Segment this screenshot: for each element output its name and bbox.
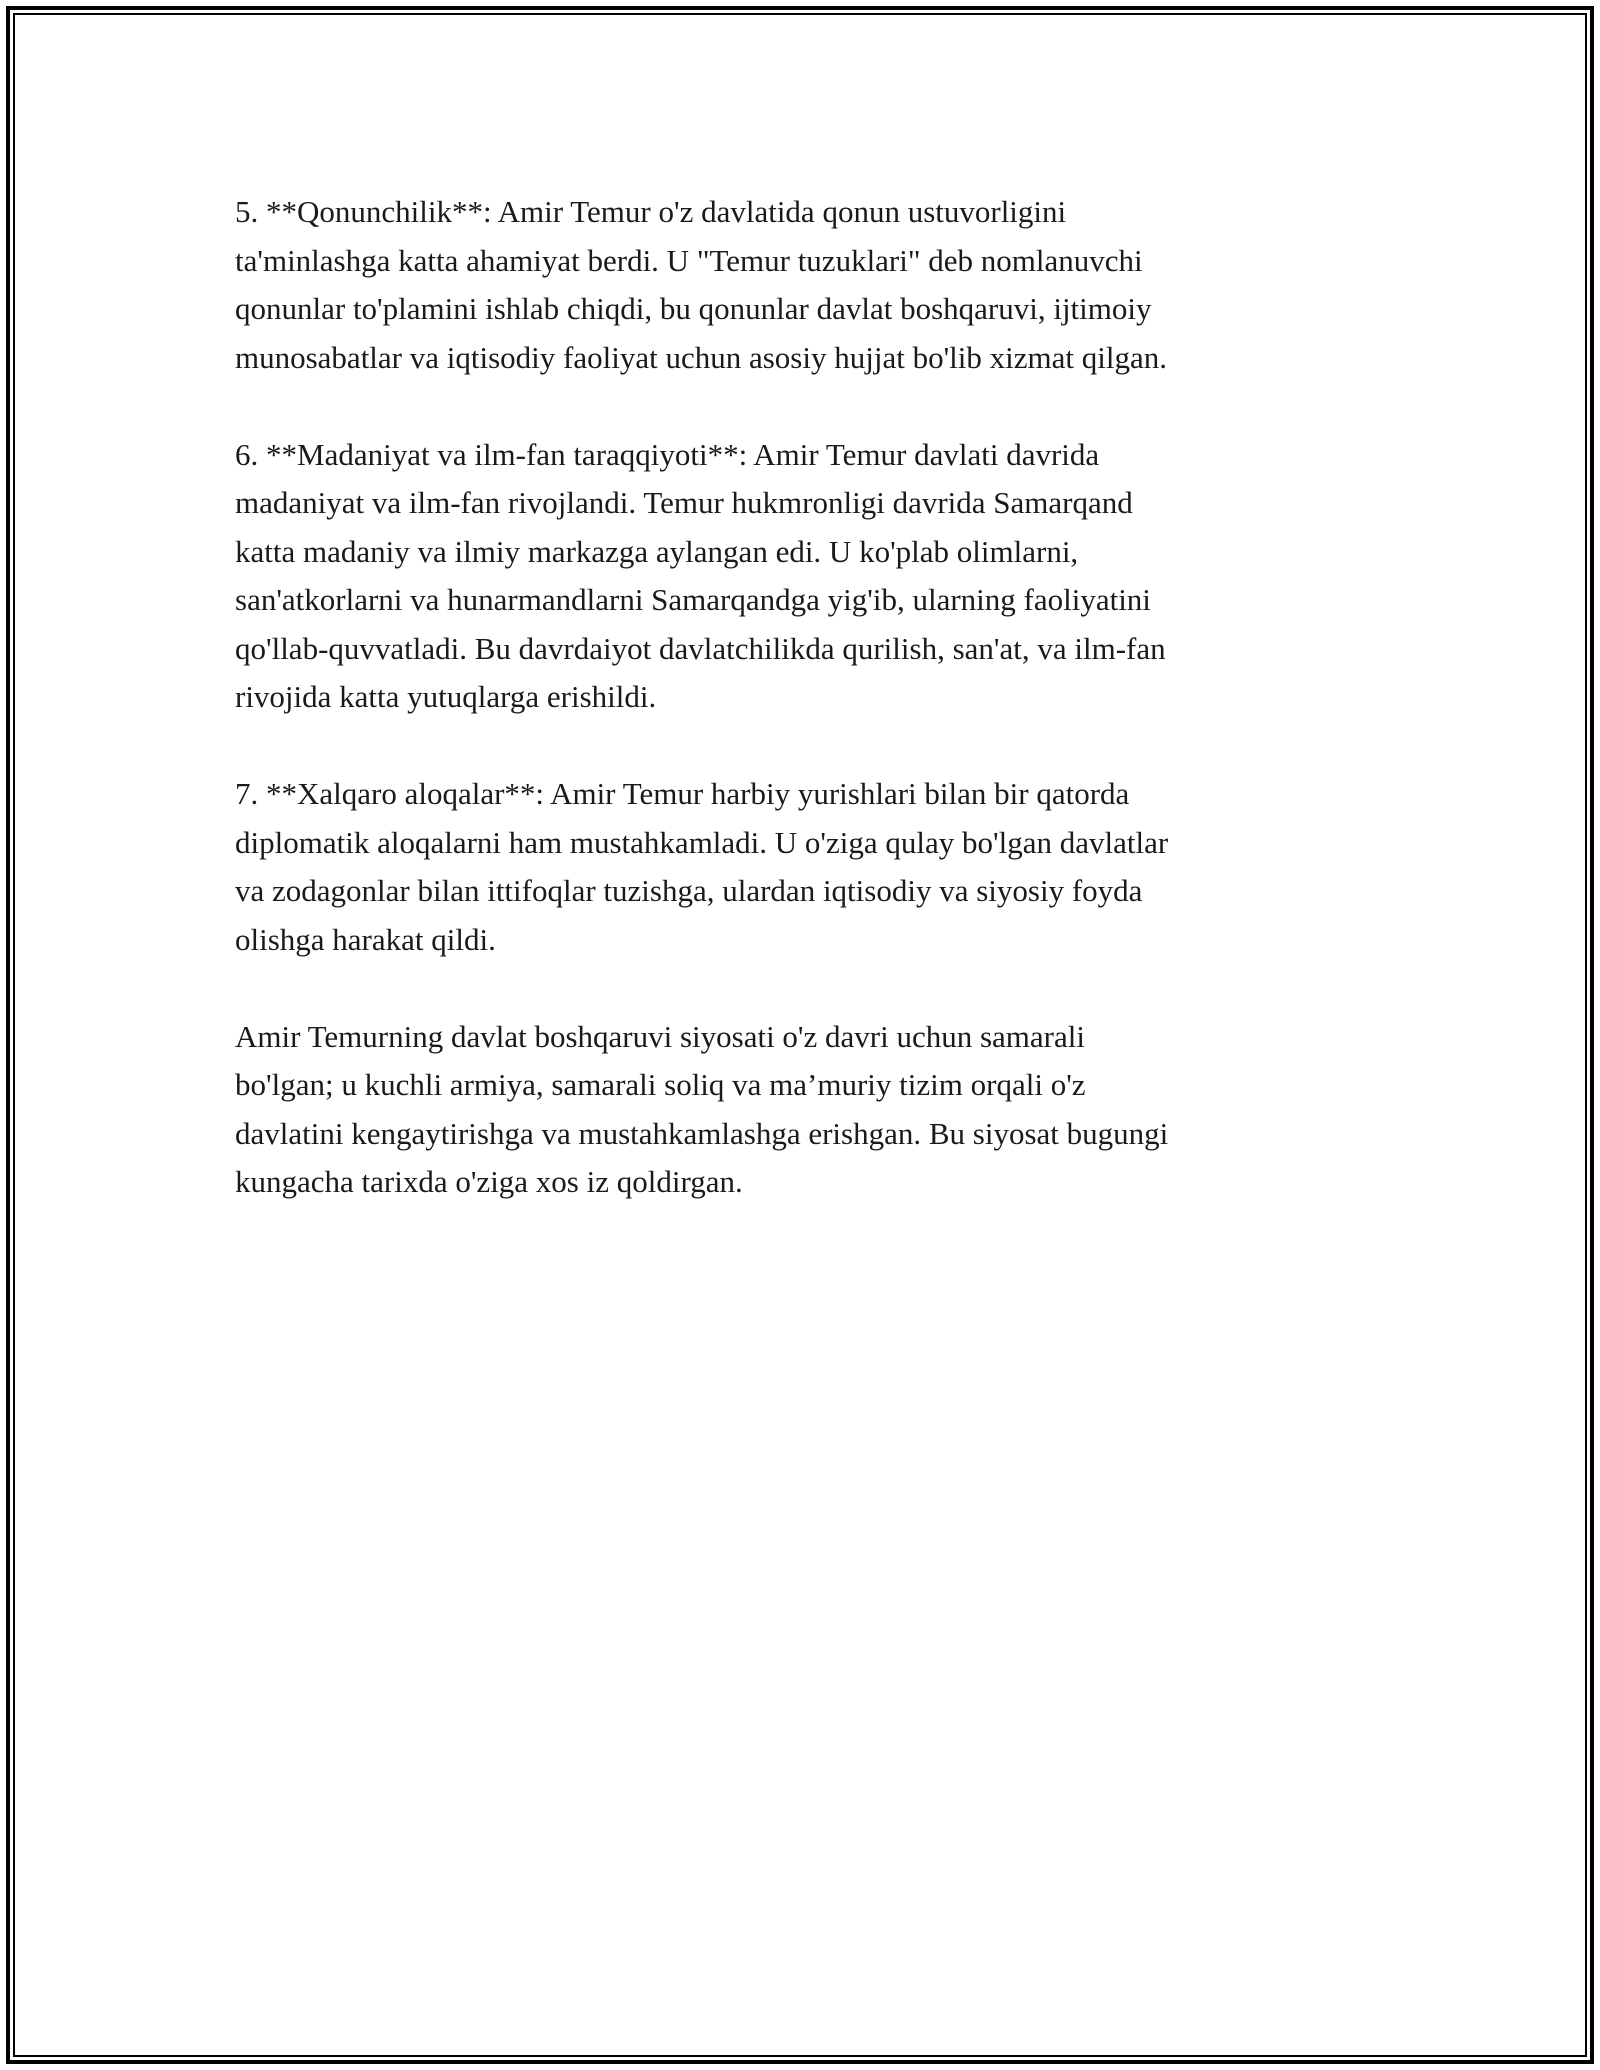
paragraph-conclusion: Amir Temurning davlat boshqaruvi siyosati o'z davri uchun samarali bo'lgan; u kuchli armiya, samarali soliq va ma’muriy tizim orqali o'z davlatini kengaytirishga va mustahkamlashga erishgan. Bu siyosat bugungi kungacha tarixda o'ziga xos iz qoldirgan. (235, 1018, 1169, 1199)
document-body (235, 188, 1365, 1207)
paragraph-qonunchilik: 5. **Qonunchilik**: Amir Temur o'z davlatida qonun ustuvorligini ta'minlashga katta ahamiyat berdi. U "Temur tuzuklari" deb nomlanuvchi qonunlar to'plamini ishlab chiqdi, bu qonunlar davlat boshqaruvi, ijtimoiy munosabatlar va iqtisodiy faoliyat uchun asosiy hujjat bo'lib xizmat qilgan. (235, 194, 1167, 375)
paragraph-xalqaro-aloqalar: 7. **Xalqaro aloqalar**: Amir Temur harbiy yurishlari bilan bir qatorda diplomatik aloqalarni ham mustahkamladi. U o'ziga qulay bo'lgan davlatlar va zodagonlar bilan ittifoqlar tuzishga, ulardan iqtisodiy va siyosiy foyda olishga harakat qildi. (235, 776, 1169, 957)
paragraph-madaniyat: 6. **Madaniyat va ilm-fan taraqqiyoti**: Amir Temur davlati davrida madaniyat va ilm-fan rivojlandi. Temur hukmronligi davrida Samarqand katta madaniy va ilmiy markazga aylangan edi. U ko'plab olimlarni, san'atkorlarni va hunarmandlarni Samarqandga yig'ib, ularning faoliyatini qo'llab-quvvatladi. Bu davrdaiyot davlatchilikda qurilish, san'at, va ilm-fan rivojida katta yutuqlarga erishildi. (235, 436, 1166, 714)
